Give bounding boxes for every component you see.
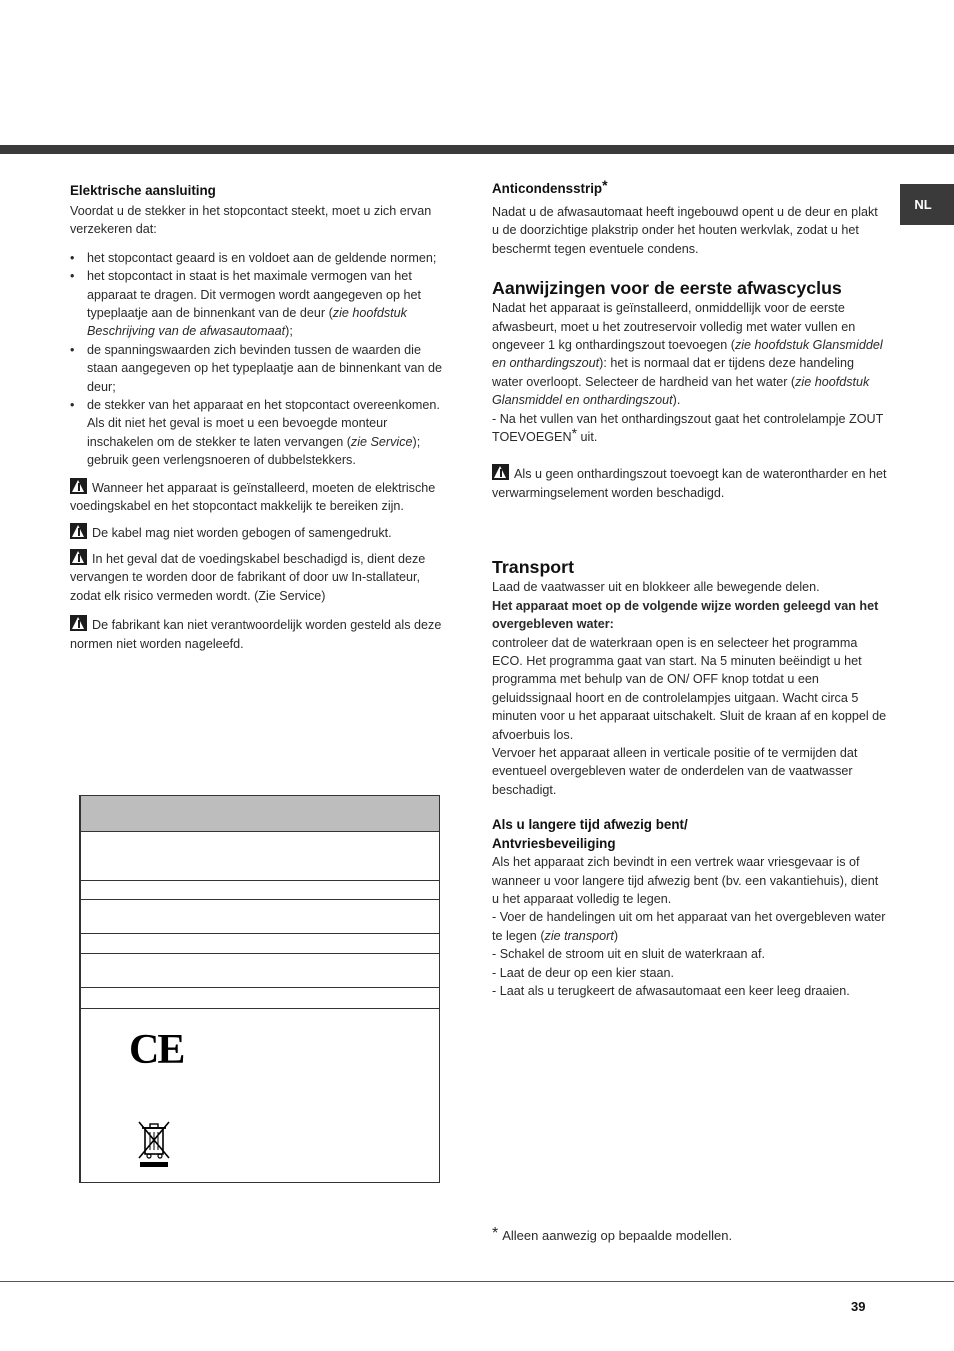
warning-accessible: Wanneer het apparaat is geïnstalleerd, moeten de elektrische voedingskabel en het stopcontact makkelijk te bereiken zijn. [70, 478, 445, 516]
anticondens-text: Nadat u de afwasautomaat heeft ingebouwd opent u de deur en plakt u de doorzichtige plakstrip onder het houten werkvlak, zodat u het beschermt tegen eventuele condens. [492, 205, 878, 256]
transport-heading: Transport [492, 557, 575, 578]
plate-divider [81, 1008, 439, 1009]
warning-icon [70, 478, 87, 494]
plate-divider [81, 953, 439, 954]
anticondens-heading: Anticondensstrip* [492, 177, 608, 196]
warning-manufacturer: De fabrikant kan niet verantwoordelijk worden gesteld als deze normen niet worden nageleefd. [70, 615, 445, 653]
absent-heading: Als u langere tijd afwezig bent/ Antvriesbeveiliging [492, 817, 688, 852]
absent-step-2: - Schakel de stroom uit en sluit de waterkraan af. [492, 947, 765, 962]
rating-plate-table [79, 795, 440, 1183]
weee-bin-icon [137, 1120, 171, 1168]
plate-divider [81, 880, 439, 881]
warning-cable: De kabel mag niet worden gebogen of samengedrukt. [70, 523, 445, 542]
first-cycle-salt-lamp: - Na het vullen van het onthardingszout gaat het controlelampje ZOUT TOEVOEGEN* uit. [492, 411, 884, 445]
plate-divider [81, 933, 439, 934]
plate-divider [81, 987, 439, 988]
transport-steps: controleer dat de waterkraan open is en selecteer het programma ECO. Het programma gaat van start. Na 5 minuten beëindigt u het programma met behulp van de ON/ OFF knop totdat u een geluidssignaal hoort en de controlelampjes uitgaan. Wacht circa 5 minuten voor u het apparaat uitschakelt. Sluit de kraan af en koppel de afvoerbuis los. [492, 635, 887, 742]
electrical-intro: Voordat u de stekker in het stopcontact steekt, moet u zich ervan verzekeren dat: [70, 204, 432, 237]
absent-step-1: - Voer de handelingen uit om het apparaat van het overgebleven water te legen (zie transport) [492, 910, 886, 943]
electrical-heading: Elektrische aansluiting [70, 183, 216, 198]
list-item: • het stopcontact geaard is en voldoet aan de geldende normen; [70, 249, 445, 267]
header-bar [0, 145, 954, 154]
footer-divider [0, 1281, 954, 1282]
warning-icon [492, 464, 509, 480]
warning-salt: Als u geen onthardingszout toevoegt kan de waterontharder en het verwarmingselement worden beschadigd. [492, 464, 887, 502]
transport-vertical: Vervoer het apparaat alleen in verticale positie of te vermijden dat eventueel overgebleven water de onderdelen van de vaatwasser beschadigt. [492, 745, 858, 797]
absent-step-3: - Laat de deur op een kier staan. [492, 965, 675, 980]
page-number: 39 [851, 1299, 866, 1314]
transport-bold-instruction: Het apparaat moet op de volgende wijze worden geleegd van het overgebleven water: [492, 598, 879, 632]
warning-icon [70, 523, 87, 539]
warning-damaged-cable: In het geval dat de voedingskabel beschadigd is, dient deze vervangen te worden door de fabrikant of door uw In-stallateur, zodat elk risico vermeden wordt. (Zie Service) [70, 549, 445, 605]
language-tab: NL [900, 184, 954, 225]
absent-intro: Als het apparaat zich bevindt in een vertrek waar vriesgevaar is of wanneer u voor langere tijd afwezig bent (bv. een vakantiehuis), dient u het apparaat volledig te legen. [492, 855, 879, 906]
plate-header-row [81, 796, 439, 832]
list-item: • het stopcontact in staat is het maximale vermogen van het apparaat te dragen. Dit vermogen wordt aangegeven op het typeplaatje aan de binnenkant van de deur (zie hoofdstuk Beschrijving van de afwasautomaat); [70, 267, 445, 341]
absent-step-4: - Laat als u terugkeert de afwasautomaat een keer leeg draaien. [492, 984, 850, 998]
first-cycle-heading: Aanwijzingen voor de eerste afwascyclus [492, 278, 842, 299]
footnote: * Alleen aanwezig op bepaalde modellen. [492, 1225, 733, 1243]
left-column [70, 182, 445, 653]
ce-mark-logo: CE [129, 1027, 184, 1073]
plate-divider [81, 899, 439, 900]
list-item: • de stekker van het apparaat en het stopcontact overeenkomen. Als dit niet het geval is moet u een bevoegde monteur inschakelen om de stekker te laten vervangen (zie Service); gebruik geen verlengsnoeren of dubbelstekkers. [70, 396, 445, 470]
transport-intro: Laad de vaatwasser uit en blokkeer alle bewegende delen. [492, 580, 820, 595]
first-cycle-text: Nadat het apparaat is geïnstalleerd, onmiddellijk voor de eerste afwasbeurt, moet u het zoutreservoir volledig met water vullen en ongeveer 1 kg onthardingszout toevoegen (zie hoofdstuk Glansmiddel en onthardingszout): het is normaal dat er tijdens deze handeling water overloopt. Selecteer de hardheid van het water (zie hoofdstuk Glansmiddel en onthardingszout). [492, 301, 883, 408]
list-item: • de spanningswaarden zich bevinden tussen de waarden die staan aangegeven op het typeplaatje aan de binnenkant van de deur; [70, 341, 445, 396]
warning-icon [70, 549, 87, 565]
right-column [492, 177, 887, 1000]
warning-icon [70, 615, 87, 631]
electrical-bullets [70, 249, 445, 470]
